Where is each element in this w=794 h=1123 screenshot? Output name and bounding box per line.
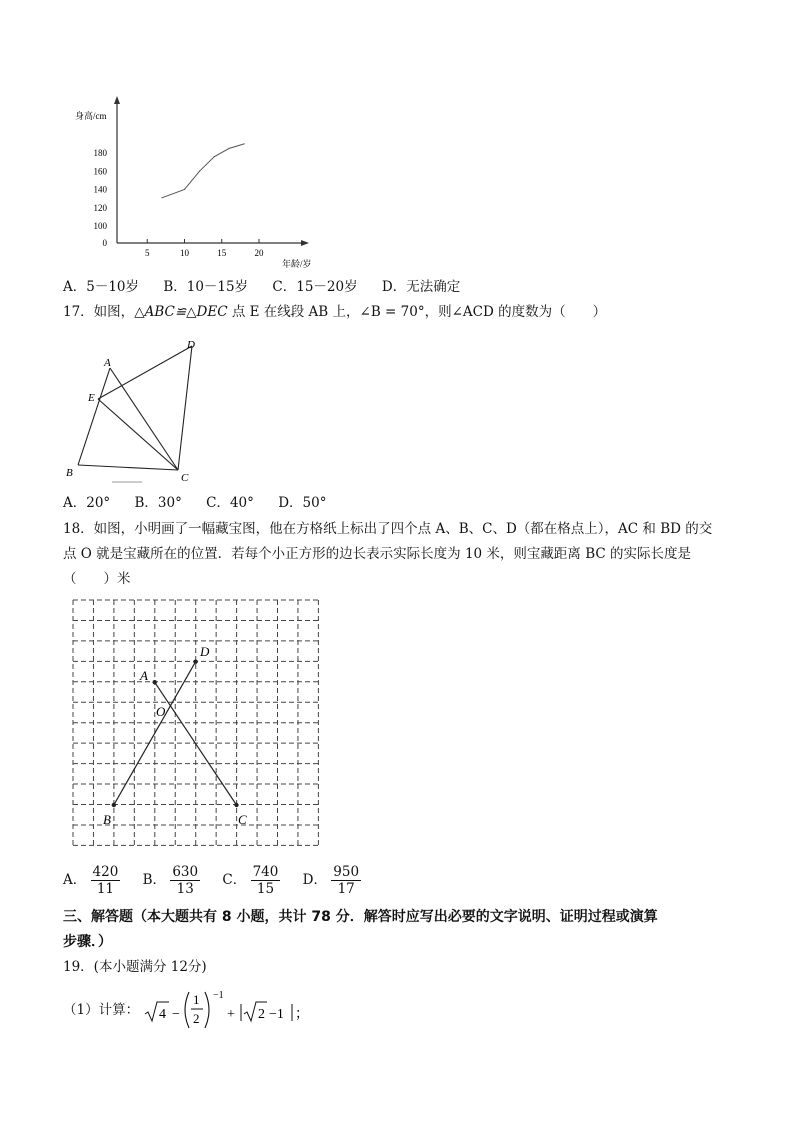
plus-sign: + <box>227 1007 235 1022</box>
segment-AB <box>78 368 110 465</box>
exponent: −1 <box>213 990 224 1001</box>
point-C <box>234 803 238 807</box>
minus-sign: − <box>172 1007 180 1022</box>
point-label-B: B <box>66 467 73 479</box>
y-tick-label: 140 <box>93 184 107 195</box>
q17-stem <box>63 302 606 322</box>
numerator: 420 <box>92 864 119 880</box>
q16-option-d[interactable]: D．无法确定 <box>381 279 461 295</box>
q18-grid-figure <box>70 592 330 852</box>
sqrt-radicand-2: 2 <box>258 1007 265 1022</box>
x-tick-label: 5 <box>145 248 150 258</box>
segment-ED <box>98 346 192 399</box>
point-D <box>193 660 197 664</box>
y-tick-label: 0 <box>102 238 107 248</box>
x-tick-label: 10 <box>180 248 189 258</box>
point-label-C: C <box>181 472 189 484</box>
q18-option-d[interactable] <box>302 864 361 897</box>
q18-option-c-letter: C． <box>222 872 247 888</box>
point-label-D: D <box>187 339 195 351</box>
numerator: 950 <box>333 864 360 880</box>
q16-height-age-chart <box>60 90 330 275</box>
left-paren <box>185 992 189 1028</box>
x-axis-label: 年龄/岁 <box>282 259 312 269</box>
q17-stem-rest: 点 E 在线段 AB 上，∠B = 70°，则∠ACD 的度数为（ ） <box>227 304 607 320</box>
sqrt-radicand-4: 4 <box>159 1007 166 1022</box>
point-B <box>112 803 116 807</box>
q17-option-b[interactable]: B．30° <box>134 495 182 511</box>
q16-option-c[interactable]: C．15－20岁 <box>272 279 358 295</box>
x-tick-label: 20 <box>254 248 264 258</box>
y-tick-label: 120 <box>93 202 107 213</box>
denominator: 15 <box>256 881 275 897</box>
q18-option-a-fraction <box>91 864 121 897</box>
q18-option-d-letter: D． <box>302 872 327 888</box>
y-tick-label: 100 <box>93 221 107 231</box>
right-paren <box>205 992 209 1028</box>
q16-options <box>63 277 480 297</box>
minus-one: −1 <box>269 1007 284 1022</box>
q17-stem-prefix: 17．如图， <box>63 304 135 320</box>
q18-option-a-letter: A． <box>63 872 87 888</box>
q19-expression <box>143 988 353 1032</box>
q17-option-c[interactable]: C．40° <box>206 495 254 511</box>
half-denominator: 2 <box>193 1011 200 1026</box>
numerator: 630 <box>172 864 199 880</box>
q18-option-a[interactable] <box>63 864 125 897</box>
q17-option-d[interactable]: D．50° <box>278 495 327 511</box>
denominator: 11 <box>96 881 115 897</box>
numerator: 740 <box>252 864 279 880</box>
semicolon: ； <box>295 1007 309 1022</box>
half-numerator: 1 <box>193 992 200 1007</box>
x-axis-arrow <box>301 240 309 246</box>
q18-stem-line3: （ ）米 <box>63 571 131 587</box>
q18-stem-line2: 点 O 就是宝藏所在的位置．若每个小正方形的边长表示实际长度为 10 米，则宝藏距离 BC 的实际长度是 <box>63 546 691 562</box>
q18-option-b[interactable] <box>142 864 205 897</box>
y-axis-label: 身高/cm <box>75 111 107 121</box>
section3-heading-line2: 步骤．） <box>63 934 112 950</box>
q18-option-b-letter: B． <box>142 872 167 888</box>
x-tick-label: 15 <box>217 248 227 258</box>
point-label-B: B <box>103 812 111 827</box>
point-label-D: D <box>200 644 210 659</box>
q18-stem-line1: 18．如图，小明画了一幅藏宝图，他在方格纸上标出了四个点 A、B、C、D（都在格点上），AC 和 BD 的交 <box>63 521 713 537</box>
denominator: 13 <box>176 881 194 897</box>
q17-triangle-figure <box>60 335 210 485</box>
q18-option-c[interactable] <box>222 864 284 897</box>
q19-header: 19．(本小题满分 12分) <box>63 959 207 975</box>
q18-option-b-fraction <box>170 864 200 897</box>
y-axis-arrow <box>114 96 120 104</box>
denominator: 17 <box>337 881 355 897</box>
segment-BC <box>78 465 178 470</box>
segment-DC <box>178 346 192 470</box>
point-label-A: A <box>140 668 148 683</box>
point-A <box>153 680 157 684</box>
q18-options <box>63 862 361 898</box>
q16-option-a[interactable]: A．5－10岁 <box>63 279 140 295</box>
q17-options <box>63 493 346 513</box>
point-label-E: E <box>88 392 95 404</box>
q17-option-a[interactable]: A．20° <box>63 495 111 511</box>
q17-congruence: △ABC≌△DEC <box>134 304 228 320</box>
y-tick-label: 160 <box>93 166 107 177</box>
point-label-C: C <box>238 812 247 827</box>
q18-option-d-fraction <box>331 864 361 897</box>
q18-option-c-fraction <box>251 864 281 897</box>
point-label-O: O <box>156 704 166 719</box>
q19-part1-label: （1）计算： <box>63 1002 140 1018</box>
point-label-A: A <box>104 357 111 369</box>
height-curve <box>162 144 244 198</box>
y-tick-label: 180 <box>93 148 107 158</box>
section3-heading-line1: 三、解答题（本大题共有 8 小题，共计 78 分．解答时应写出必要的文字说明、证明过程或演算 <box>63 909 658 925</box>
q16-option-b[interactable]: B．10－15岁 <box>163 279 249 295</box>
